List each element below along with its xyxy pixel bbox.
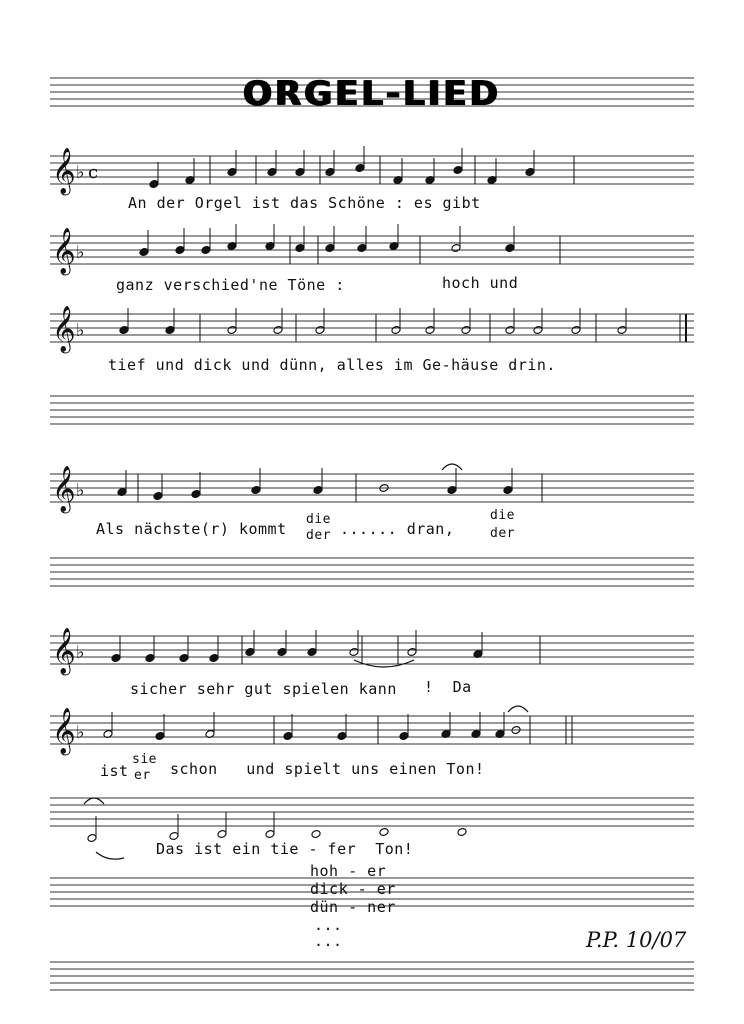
tie-slur <box>354 660 414 667</box>
flat-icon: ♭ <box>76 480 85 501</box>
flat-icon: ♭ <box>76 242 85 263</box>
lyric-line-2a: ganz verschied'ne Töne : <box>116 276 345 294</box>
lyric-line-6b-bottom: er <box>134 768 151 783</box>
lyric-alt-2: dick - er <box>310 880 396 898</box>
treble-clef-icon: 𝄞 <box>52 466 76 512</box>
treble-clef-icon: 𝄞 <box>52 306 76 352</box>
tie-slur <box>96 852 124 859</box>
lyric-line-1: An der Orgel ist das Schöne : es gibt <box>128 194 481 212</box>
lyric-line-5a: sicher sehr gut spielen kann <box>130 680 397 698</box>
fermata-icon <box>508 706 528 712</box>
fermata-icon <box>84 798 104 804</box>
lyric-line-4a: Als nächste(r) kommt <box>96 520 287 538</box>
lyric-line-3: tief und dick und dünn, alles im Ge-häuse drin. <box>108 356 556 374</box>
lyric-line-7: Das ist ein tie - fer Ton! <box>156 840 414 858</box>
lyric-line-6b-top: sie <box>132 752 157 767</box>
lyric-line-4b-top: die <box>306 512 331 527</box>
lyric-line-6a: ist <box>100 762 129 780</box>
flat-icon: ♭ <box>76 162 85 183</box>
lyric-alt-3: dün - ner <box>310 898 396 916</box>
lyric-line-4c: ...... dran, <box>340 520 455 538</box>
treble-clef-icon: 𝄞 <box>52 708 76 754</box>
note-head <box>379 828 389 837</box>
flat-icon: ♭ <box>76 722 85 743</box>
lyric-alt-1: hoh - er <box>310 862 387 880</box>
note-head <box>457 828 467 837</box>
signature: P.P. 10/07 <box>586 928 687 952</box>
fermata-icon <box>442 464 462 470</box>
song-title: ORGEL-LIED <box>243 74 501 114</box>
lyric-alt-5: ... <box>314 932 343 950</box>
lyric-line-4d-top: die <box>490 508 515 523</box>
lyric-line-4d-bottom: der <box>490 526 515 541</box>
flat-icon: ♭ <box>76 320 85 341</box>
lyric-line-6c: schon und spielt uns einen Ton! <box>170 760 485 778</box>
treble-clef-icon: 𝄞 <box>52 148 76 194</box>
common-time-icon: c <box>88 162 99 183</box>
lyric-line-4b-bottom: der <box>306 528 331 543</box>
treble-clef-icon: 𝄞 <box>52 228 76 274</box>
treble-clef-icon: 𝄞 <box>52 628 76 674</box>
note-head <box>311 830 321 839</box>
lyric-line-5b: ! Da <box>424 678 472 696</box>
lyric-line-2b: hoch und <box>442 274 519 292</box>
flat-icon: ♭ <box>76 642 85 663</box>
lyric-alt-4: ... <box>314 916 343 934</box>
